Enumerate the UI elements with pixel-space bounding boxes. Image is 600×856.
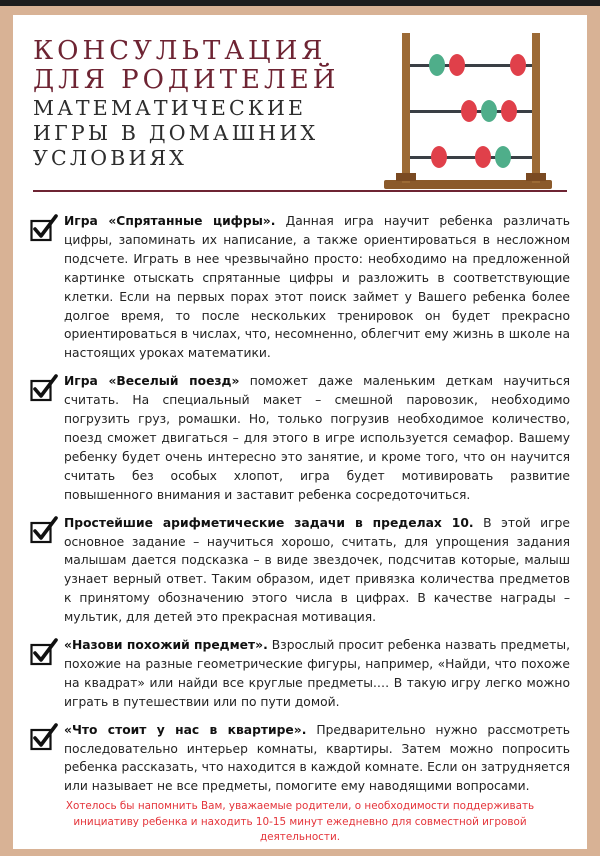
- list-item: [30, 721, 570, 797]
- checkmark-icon: [30, 638, 58, 666]
- title-divider: [33, 190, 567, 192]
- item-body: Предварительно нужно рассмотреть последовательно интерьер комнаты, квартиры. Затем можно попросить ребенка рассказать, что находится в каждой комнате. Если он затрудняется или называет не все предметы, помогите ему наводящими вопросами.: [64, 722, 570, 794]
- item-title: «Что стоит у нас в квартире».: [64, 722, 307, 737]
- item-text: [64, 636, 570, 712]
- item-title: «Назови похожий предмет».: [64, 638, 268, 653]
- title-block: [33, 37, 378, 170]
- item-body: Взрослый просит ребенка назвать предметы, похожие на разные геометрические фигуры, например, «Найди, что похоже на квадрат» или найди все круглые предметы.… В такую игру легко можно играть в путешествии или по пути домой.: [64, 638, 570, 709]
- title-line-2: ДЛЯ РОДИТЕЛЕЙ: [33, 65, 340, 95]
- footer-note: Хотелось бы напомнить Вам, уважаемые родители, о необходимости поддерживать инициативу ребенка и находить 10-15 минут ежедневно для совместной игровой деятельности.: [65, 800, 535, 843]
- subtitle-line-3: УСЛОВИЯХ: [33, 146, 188, 170]
- item-body: Данная игра научит ребенка различать цифры, запоминать их написание, а также ориентироваться в несложном подсчете. Играть в нее чрезвычайно просто: необходимо на предложенной картинке отыскать спрятанные цифры и разложить в соответствующие клетки. Если на первых порах этот поиск займет у Вашего ребенка более долгое время, то после нескольких тренировок он будет прекрасно ориентироваться в числах, что, несомненно, облегчит ему жизнь в школе на настоящих уроках математики.: [64, 214, 571, 361]
- list-item: [30, 514, 570, 627]
- item-title: Игра «Веселый поезд»: [64, 374, 240, 389]
- item-text: [64, 721, 570, 797]
- list-item: [30, 212, 570, 363]
- subtitle-line-1: МАТЕМАТИЧЕСКИЕ: [33, 96, 307, 120]
- game-list: [30, 212, 570, 805]
- item-text: [64, 372, 570, 504]
- item-body: В этой игре основное задание – научиться хорошо, считать, для упрощения задания малышам дается подсказка – в виде звездочек, подсчитав которые, малыш узнает верный ответ. Таким образом, идет привязка количества предметов к принятому обозначению этого числа в цифрах. В качестве награды – мультик, для детей это прекрасная мотивация.: [64, 515, 570, 625]
- list-item: [30, 372, 570, 504]
- item-text: [64, 212, 570, 363]
- title-line-1: КОНСУЛЬТАЦИЯ: [33, 36, 327, 66]
- page-frame: [0, 6, 600, 856]
- checkmark-icon: [30, 723, 58, 751]
- document-card: [13, 15, 587, 849]
- subtitle-line-2: ИГРЫ В ДОМАШНИХ: [33, 121, 319, 145]
- checkmark-icon: [30, 374, 58, 402]
- item-body: поможет даже маленьким деткам научиться считать. На специальный макет – смешной паровозик, необходимо погрузить груз, ромашки. Но, только погрузив необходимое количество, поезд сможет двигаться – для этого в игре используется семафор. Вашему ребенку будет очень интересно это занятие, и кроме того, что он научится считать без особых хлопот, игра будет мотивировать развитие повышенного внимания и заставит ребенка сосредоточиться.: [64, 374, 570, 502]
- checkmark-icon: [30, 516, 58, 544]
- abacus-icon: [382, 25, 557, 195]
- item-title: Простейшие арифметические задачи в пределах 10.: [64, 515, 474, 530]
- list-item: [30, 636, 570, 712]
- item-text: [64, 514, 570, 627]
- item-title: Игра «Спрятанные цифры».: [64, 214, 276, 228]
- checkmark-icon: [30, 214, 58, 242]
